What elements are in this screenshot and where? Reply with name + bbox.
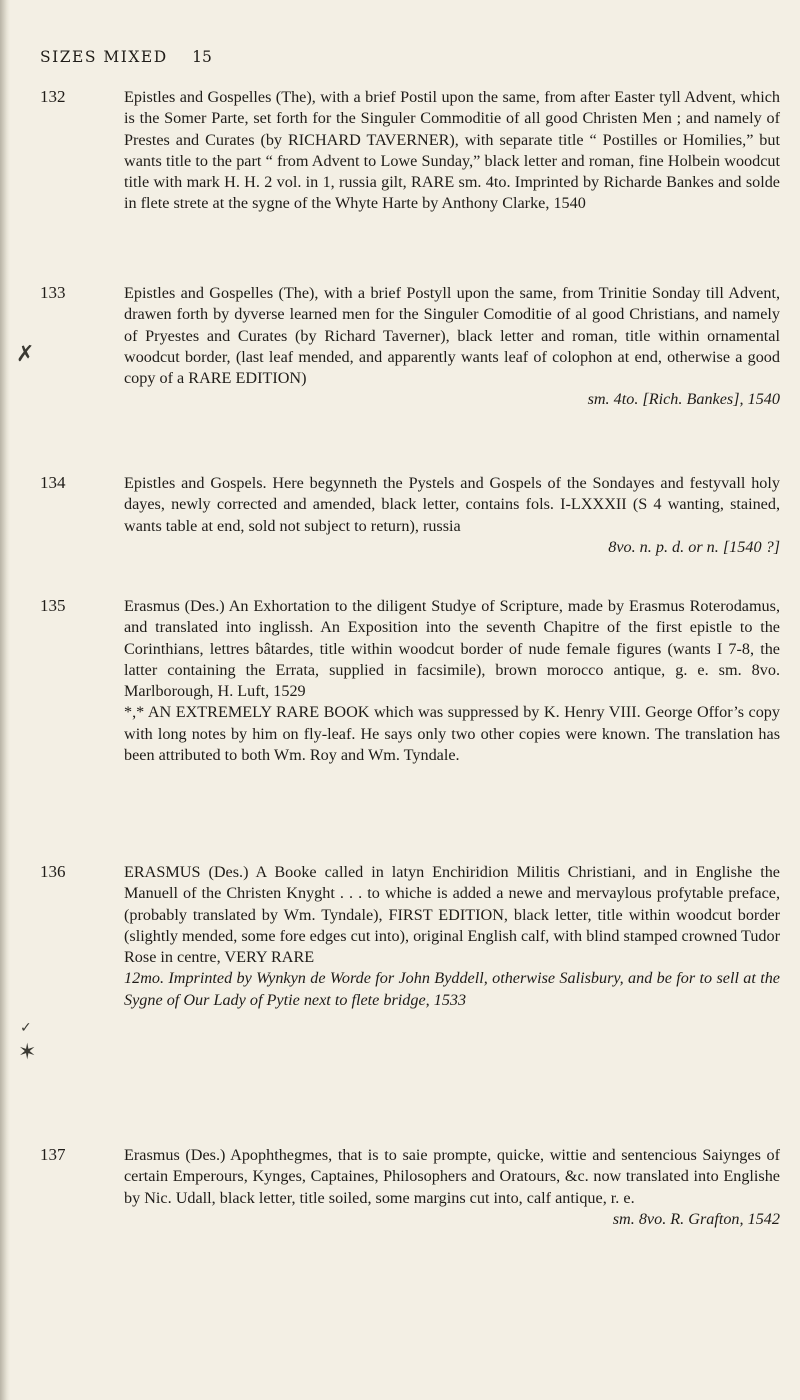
page-edge-shadow	[0, 0, 10, 1400]
entry-text: Epistles and Gospelles (The), with a brief Postyll upon the same, from Trinitie Sonday till Advent, drawen forth by dyverse learned men for the Singuler Comoditie of al good Christians, and namely of Pryestes and Curates (by Richard Taverner), black letter and roman, title within ornamental woodcut border, (last leaf mended, and apparently wants leaf of colophon at end, otherwise a good copy of a RARE EDITION)	[124, 284, 780, 388]
section-title: SIZES MIXED	[40, 48, 168, 66]
entry-imprint: 8vo. n. p. d. or n. [1540 ?]	[608, 537, 780, 556]
entry-number: 137	[40, 1145, 66, 1164]
catalogue-entry-137	[40, 1145, 780, 1230]
catalogue-entry-134	[40, 473, 780, 558]
pencil-tick-icon: ✓	[20, 1020, 32, 1036]
page-number: 15	[192, 48, 212, 66]
catalogue-entry-133	[40, 283, 780, 411]
entry-description	[124, 862, 780, 1011]
catalogue-entry-136	[40, 862, 780, 1011]
entry-text: Epistles and Gospelles (The), with a brief Postil upon the same, from after Easter tyll Advent, which is the Somer Parte, set forth for the Singuler Commoditie of all good Christen Men ; and namely of Prestes and Curates (by RICHARD TAVERNER), with separate title “ Postilles or Homilies,” but wants title to the part “ from Advent to Lowe Sunday,” black letter and roman, fine Holbein woodcut title with mark H. H. 2 vol. in 1, russia gilt, RARE sm. 4to. Imprinted by Richarde Bankes and solde in flete strete at the sygne of the Whyte Harte by Anthony Clarke, 1540	[124, 88, 780, 213]
entry-number: 136	[40, 862, 66, 881]
catalogue-entry-132	[40, 87, 780, 215]
entry-note: *,* AN EXTREMELY RARE BOOK which was suppressed by K. Henry VIII. George Offor’s copy with long notes by him on fly-leaf. He says only two other copies were known. The translation has been attributed to both Wm. Roy and Wm. Tyndale.	[124, 703, 780, 765]
entry-imprint: sm. 8vo. R. Grafton, 1542	[612, 1209, 780, 1228]
entry-number: 132	[40, 87, 66, 106]
running-header	[40, 48, 340, 66]
entry-description	[124, 473, 780, 558]
entry-number: 135	[40, 596, 66, 615]
entry-text: Erasmus (Des.) An Exhortation to the diligent Studye of Scripture, made by Erasmus Roterodamus, and translated into inglissh. An Exposition into the seventh Chapitre of the first epistle to the Corinthians, lettres bâtardes, title within woodcut border of nude female figures (wants I 7-8, the latter containing the Errata, supplied in facsimile), brown morocco antique, g. e. sm. 8vo. Marlborough, H. Luft, 1529	[124, 597, 780, 701]
catalogue-entry-135	[40, 596, 780, 766]
entry-description	[124, 1145, 780, 1230]
entry-description	[124, 596, 780, 766]
entry-description	[124, 283, 780, 411]
entry-text: ERASMUS (Des.) A Booke called in latyn Enchiridion Militis Christiani, and in Englishe the Manuell of the Christen Knyght . . . to whiche is added a newe and mervaylous profytable preface, (probably translated by Wm. Tyndale), FIRST EDITION, black letter, title within woodcut border (slightly mended, some fore edges cut into), original English calf, with blind stamped crowned Tudor Rose in centre, VERY RARE	[124, 863, 780, 967]
pencil-mark-icon: ✗	[16, 342, 35, 367]
pencil-star-icon: ✶	[18, 1040, 37, 1065]
entry-description	[124, 87, 780, 215]
entry-text: Erasmus (Des.) Apophthegmes, that is to saie prompte, quicke, wittie and sentencious Saiynges of certain Emperours, Kynges, Captaines, Philosophers and Oratours, &c. now translated into Englishe by Nic. Udall, black letter, title soiled, some margins cut into, calf antique, r. e.	[124, 1146, 780, 1207]
entry-number: 134	[40, 473, 66, 492]
entry-number: 133	[40, 283, 66, 302]
entry-imprint: 12mo. Imprinted by Wynkyn de Worde for John Byddell, otherwise Salisbury, and be for to sell at the Sygne of Our Lady of Pytie next to flete bridge, 1533	[124, 969, 780, 1009]
entry-text: Epistles and Gospels. Here begynneth the Pystels and Gospels of the Sondayes and festyvall holy dayes, newly corrected and amended, black letter, contains fols. I-LXXXII (S 4 wanting, stained, wants table at end, sold not subject to return), russia	[124, 474, 780, 535]
entry-imprint: sm. 4to. [Rich. Bankes], 1540	[587, 390, 780, 409]
